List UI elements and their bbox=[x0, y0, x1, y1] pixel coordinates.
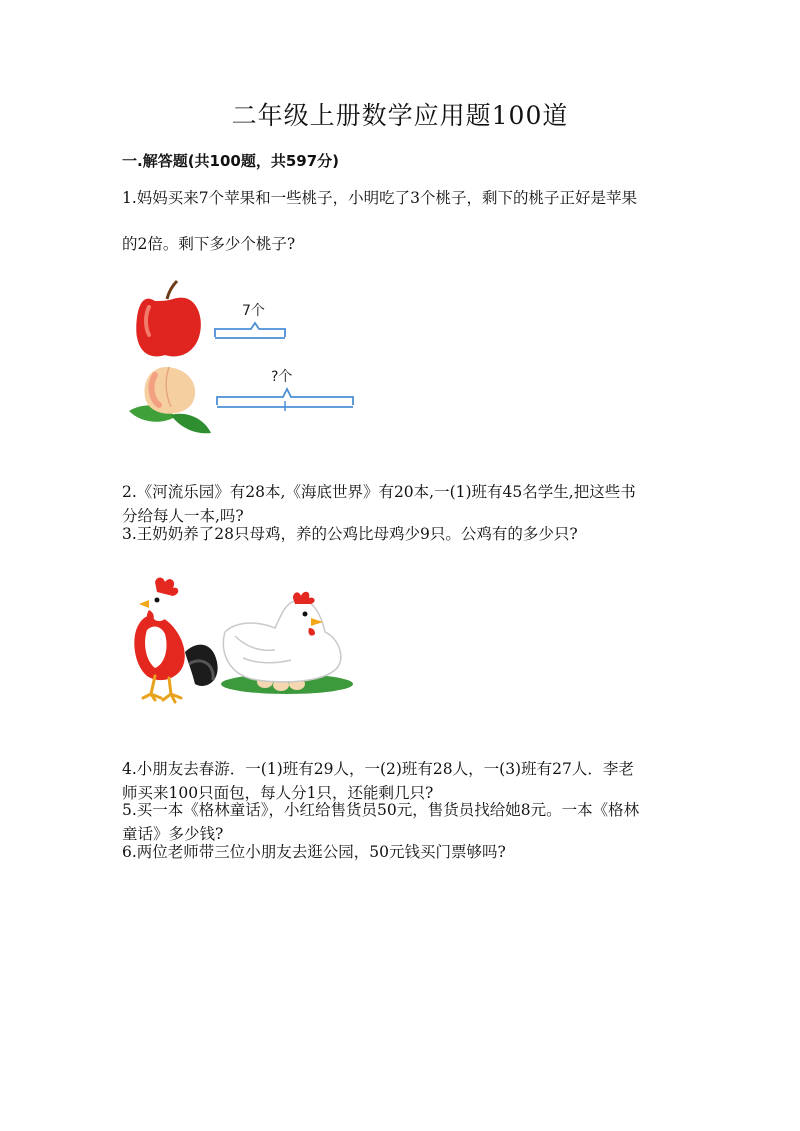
question-2-line-1: 2.《河流乐园》有28本,《海底世界》有20本,一(1)班有45名学生,把这些书 bbox=[122, 483, 636, 501]
rooster-hen-figure bbox=[125, 572, 355, 712]
question-5 bbox=[122, 798, 682, 846]
question-3 bbox=[122, 522, 682, 546]
question-1-line-2: 的2倍。剩下多少个桃子? bbox=[122, 235, 296, 253]
section-heading: 一.解答题(共100题，共597分) bbox=[122, 152, 340, 170]
question-3-line-1: 3.王奶奶养了28只母鸡，养的公鸡比母鸡少9只。公鸡有的多少只? bbox=[122, 525, 578, 543]
peach-count-label: ?个 bbox=[271, 369, 293, 385]
question-4-line-2: 师买来100只面包，每人分1只，还能剩几只? bbox=[122, 784, 434, 802]
question-5-line-2: 童话》多少钱? bbox=[122, 825, 224, 843]
apple-count-label: 7个 bbox=[242, 303, 265, 319]
page-title: 二年级上册数学应用题100道 bbox=[231, 101, 569, 130]
apple-peach-figure bbox=[115, 275, 375, 440]
rooster-icon bbox=[134, 578, 217, 703]
question-6-line-1: 6.两位老师带三位小朋友去逛公园，50元钱买门票够吗? bbox=[122, 843, 506, 861]
question-2-line-2: 分给每人一本,吗? bbox=[122, 507, 244, 525]
apple-icon bbox=[136, 281, 201, 356]
question-5-line-1: 5.买一本《格林童话》，小红给售货员50元，售货员找给她8元。一本《格林 bbox=[122, 801, 640, 819]
hen-icon bbox=[221, 592, 353, 694]
question-1-line-1: 1.妈妈买来7个苹果和一些桃子，小明吃了3个桃子，剩下的桃子正好是苹果 bbox=[122, 189, 638, 207]
question-1 bbox=[122, 186, 682, 256]
peach-icon bbox=[129, 367, 211, 433]
question-2 bbox=[122, 480, 682, 528]
question-6 bbox=[122, 840, 682, 864]
apple-brace bbox=[215, 323, 285, 337]
question-4-line-1: 4.小朋友去春游．一(1)班有29人，一(2)班有28人，一(3)班有27人．李老 bbox=[122, 760, 634, 778]
